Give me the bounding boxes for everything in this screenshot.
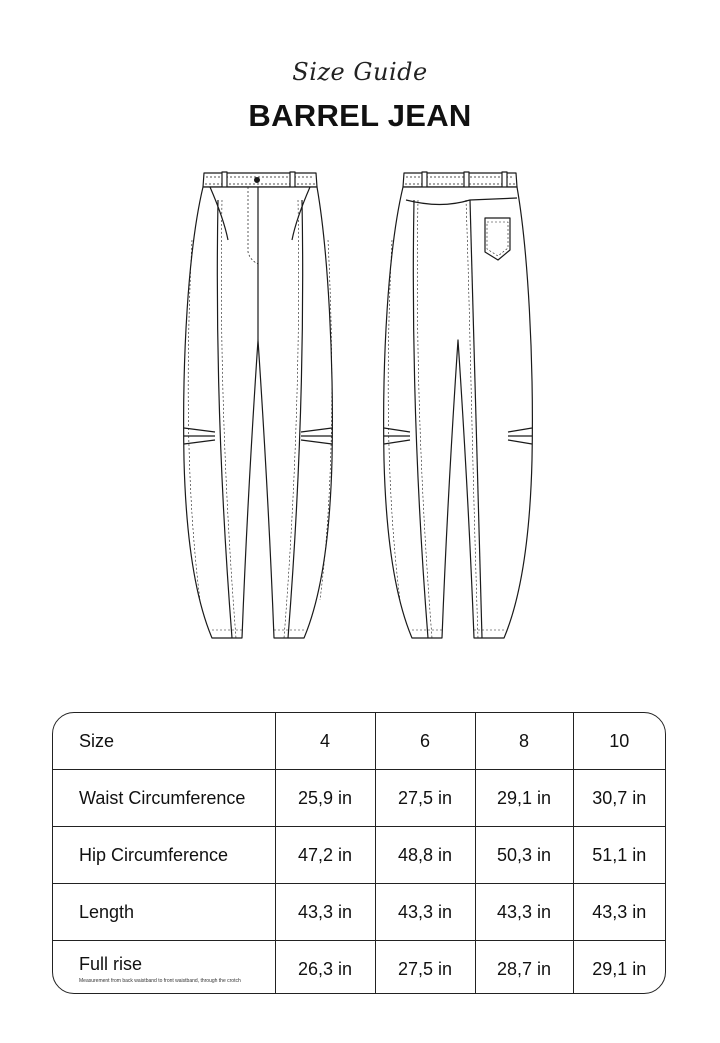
row-label-hip: Hip Circumference	[53, 827, 275, 884]
size-chart-table	[52, 712, 666, 994]
button-icon	[255, 178, 260, 183]
size-4-header: 4	[275, 713, 375, 770]
table-cell: 43,3 in	[375, 884, 475, 941]
table-row	[53, 941, 665, 995]
table-row	[53, 770, 665, 827]
table-cell: 50,3 in	[475, 827, 573, 884]
table-cell: 27,5 in	[375, 770, 475, 827]
table-cell: 29,1 in	[573, 941, 665, 995]
table-cell: 30,7 in	[573, 770, 665, 827]
table-cell: 29,1 in	[475, 770, 573, 827]
table-cell: 47,2 in	[275, 827, 375, 884]
table-header-row	[53, 713, 665, 770]
table-cell: 43,3 in	[275, 884, 375, 941]
table-cell: 48,8 in	[375, 827, 475, 884]
jeans-back-view	[384, 172, 533, 638]
full-rise-note: Measurement from back waistband to front waistband, through the crotch	[79, 978, 241, 984]
table-cell: 28,7 in	[475, 941, 573, 995]
row-label-waist: Waist Circumference	[53, 770, 275, 827]
row-label-length: Length	[53, 884, 275, 941]
size-header-label: Size	[79, 730, 115, 751]
table-cell: 43,3 in	[475, 884, 573, 941]
product-title: BARREL JEAN	[248, 98, 472, 133]
table-cell: 26,3 in	[275, 941, 375, 995]
table-row	[53, 827, 665, 884]
size-8-header: 8	[475, 713, 573, 770]
table-cell: 25,9 in	[275, 770, 375, 827]
size-guide-subtitle: Size Guide	[292, 58, 428, 86]
table-cell: 43,3 in	[573, 884, 665, 941]
jeans-front-view	[184, 172, 333, 638]
size-6-header: 6	[375, 713, 475, 770]
jeans-illustration	[170, 160, 550, 660]
table-cell: 51,1 in	[573, 827, 665, 884]
table-row	[53, 884, 665, 941]
back-pocket	[485, 218, 510, 260]
full-rise-label: Full rise	[79, 954, 143, 974]
size-10-header: 10	[573, 713, 665, 770]
row-label-full-rise	[53, 941, 275, 995]
table-cell: 27,5 in	[375, 941, 475, 995]
